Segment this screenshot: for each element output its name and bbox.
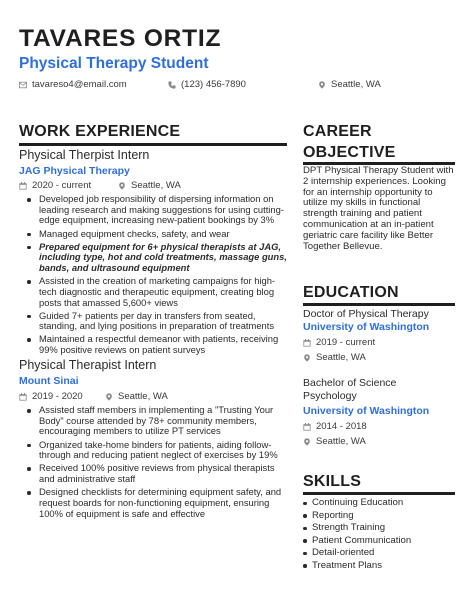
heading-line: CAREER (303, 123, 372, 140)
skills-list (303, 497, 463, 573)
list-item: Maintained a respectful demeanor with patients, receiving 99% positive reviews on patient surveys (26, 334, 288, 355)
location-pin-icon (303, 438, 311, 446)
list-item (26, 242, 288, 274)
contact-phone[interactable] (168, 79, 246, 90)
job-title: Physical Therpist Intern (19, 148, 150, 162)
contact-location (318, 79, 381, 90)
list-item: Managed equipment checks, safety, and wear (26, 229, 288, 240)
list-item: Treatment Plans (303, 560, 463, 573)
edu-dates-text: 2019 - current (316, 337, 376, 348)
job-company: JAG Physical Therapy (19, 165, 130, 177)
list-item: Received 100% positive reviews from physical therapists and administrative staff (26, 463, 288, 484)
candidate-name: TAVARES ORTIZ (19, 25, 222, 52)
job-bullets (26, 405, 288, 522)
bullet-emphasis: Prepared equipment for 6+ physical therapists at JAG, including type, hot and cold treatments, massage guns, bands, and ultrasound equipment (39, 240, 287, 273)
career-objective-text: DPT Physical Therapy Student with 2 internship experiences. Looking for an internship opportunity to utilize my skills in functional strength training and patient communication at an in-patient geriatric care facility like Better Together Bellevue. (303, 165, 454, 252)
work-heading-rule (19, 143, 287, 146)
heading-line: OBJECTIVE (303, 144, 396, 161)
skills-heading: SKILLS (303, 473, 362, 490)
calendar-icon (303, 423, 311, 431)
location-pin-icon (303, 354, 311, 362)
edu-location (303, 352, 366, 363)
education-heading-rule (303, 303, 455, 306)
list-item: Assisted staff members in implementing a "Trusting Your Body" course attended by 78+ community members, encouraging members to utilize PT services (26, 405, 288, 437)
job-title: Physical Therapist Intern (19, 358, 157, 372)
degree: Bachelor of Science Psychology (303, 377, 397, 402)
list-item: Continuing Education (303, 497, 463, 510)
contact-email[interactable] (19, 79, 127, 90)
skills-heading-rule (303, 492, 455, 495)
list-item: Patient Communication (303, 535, 463, 548)
list-item (26, 440, 288, 461)
list-item: Reporting (303, 510, 463, 523)
work-experience-heading: WORK EXPERIENCE (19, 123, 181, 140)
envelope-icon (19, 81, 27, 89)
education-heading: EDUCATION (303, 284, 399, 301)
phone-text: (123) 456-7890 (181, 79, 246, 90)
list-item: Assisted in the creation of marketing campaigns for high-tech diagnostic and therapeutic equipment, creating blog posts that amassed 5,600+ views (26, 276, 288, 308)
location-text: Seattle, WA (331, 79, 381, 90)
job-dates-text: 2020 - current (32, 180, 92, 191)
school: University of Washington (303, 405, 430, 417)
list-item: Designed checklists for determining equipment safety, and request boards for non-functioning equipment, ensuring 100% of equipment is safe and effective (26, 487, 288, 519)
edu-dates (303, 337, 375, 348)
edu-dates (303, 421, 367, 432)
calendar-icon (19, 182, 27, 190)
job-dates (19, 180, 91, 191)
job-location-text: Seattle, WA (131, 180, 181, 191)
edu-location-text: Seattle, WA (316, 436, 366, 447)
job-location (105, 391, 168, 402)
location-pin-icon (105, 393, 113, 401)
calendar-icon (303, 339, 311, 347)
edu-dates-text: 2014 - 2018 (316, 421, 367, 432)
list-item: Guided 7+ patients per day in transfers from seated, standing, and lying positions in preparation of treatments (26, 311, 288, 332)
school: University of Washington (303, 321, 430, 333)
job-dates (19, 391, 83, 402)
job-location-text: Seattle, WA (118, 391, 168, 402)
phone-icon (168, 81, 176, 89)
candidate-title: Physical Therapy Student (19, 55, 209, 72)
calendar-icon (19, 393, 27, 401)
location-pin-icon (318, 81, 326, 89)
career-objective-heading (303, 121, 396, 163)
list-item: Strength Training (303, 522, 463, 535)
job-location (118, 180, 181, 191)
email-text: tavareso4@email.com (32, 79, 127, 90)
bullet-text: Organized take-home binders for patients, aiding follow-through and reducing patient neglect of exercises by 19% (39, 438, 278, 461)
edu-location (303, 436, 366, 447)
list-item: Developed job responsibility of dispersing information on leading research and making suggestions for using cutting-edge equipment, increasing new-patient bookings by 3% (26, 194, 288, 226)
job-dates-text: 2019 - 2020 (32, 391, 83, 402)
job-company: Mount Sinai (19, 375, 79, 387)
list-item: Detail-oriented (303, 547, 463, 560)
job-bullets (26, 194, 288, 358)
degree: Doctor of Physical Therapy (303, 308, 429, 320)
edu-location-text: Seattle, WA (316, 352, 366, 363)
location-pin-icon (118, 182, 126, 190)
